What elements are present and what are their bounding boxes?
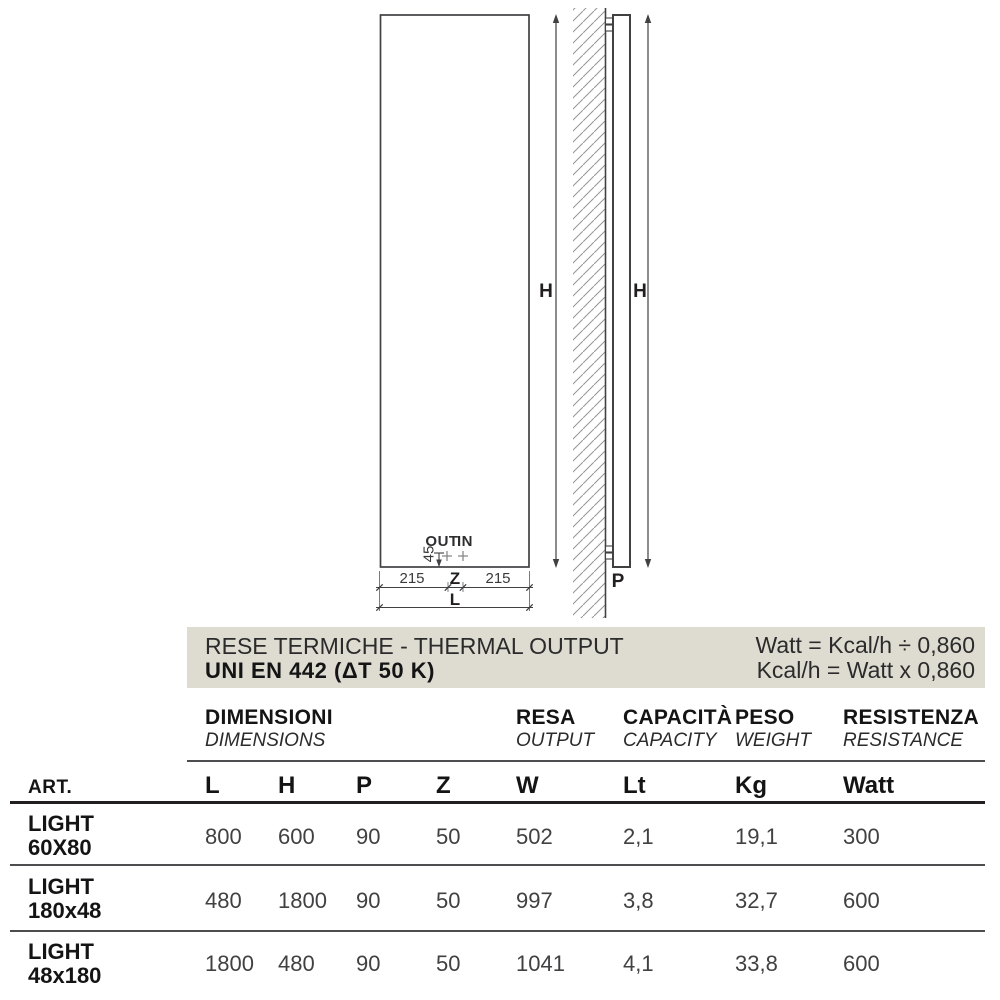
dim-label-215-left: 215 xyxy=(399,570,425,587)
cell-l: 800 xyxy=(205,824,242,849)
group-resistenza: RESISTENZA xyxy=(843,706,980,729)
row-art-name: LIGHT xyxy=(28,874,94,899)
header-rule-thick xyxy=(10,801,985,804)
cell-h: 480 xyxy=(278,951,315,976)
row-separator xyxy=(10,930,985,932)
banner-standard: UNI EN 442 (ΔT 50 K) xyxy=(205,658,435,683)
cell-lt: 2,1 xyxy=(623,824,654,849)
label-out: OUT xyxy=(425,533,459,550)
cell-p: 90 xyxy=(356,824,381,849)
row-art-size: 180x48 xyxy=(28,898,102,923)
cell-kg: 32,7 xyxy=(735,888,778,913)
front-panel-outline xyxy=(381,15,530,567)
group-dimensioni: DIMENSIONI xyxy=(205,706,333,729)
group-peso: PESO xyxy=(735,706,795,729)
group-output: OUTPUT xyxy=(516,730,595,751)
cell-watt: 600 xyxy=(843,951,880,976)
cell-w: 502 xyxy=(516,824,553,849)
row-art-name: LIGHT xyxy=(28,939,94,964)
group-header-rule xyxy=(187,760,985,762)
group-weight: WEIGHT xyxy=(735,730,811,751)
row-separator xyxy=(10,864,985,866)
cell-watt: 600 xyxy=(843,888,880,913)
side-bracket-bottom-a xyxy=(606,546,614,552)
dim-arrow xyxy=(645,14,651,23)
cell-z: 50 xyxy=(436,951,461,976)
cell-z: 50 xyxy=(436,824,461,849)
dim-label-h-front: H xyxy=(539,281,553,302)
col-z: Z xyxy=(436,772,451,799)
col-watt: Watt xyxy=(843,772,895,799)
group-capacity: CAPACITY xyxy=(623,730,717,751)
thermal-output-banner xyxy=(187,627,985,688)
dim-label-l: L xyxy=(449,590,461,609)
row-art-size: 48x180 xyxy=(28,963,102,988)
dim-label-z: Z xyxy=(449,569,461,588)
cell-lt: 4,1 xyxy=(623,951,654,976)
dim-label-p: P xyxy=(611,571,625,592)
col-art: ART. xyxy=(28,777,73,798)
group-resa: RESA xyxy=(516,706,576,729)
group-dimensions: DIMENSIONS xyxy=(205,730,326,751)
cell-l: 480 xyxy=(205,888,242,913)
dim-label-45: 45 xyxy=(420,545,438,563)
label-in: IN xyxy=(457,533,473,550)
cell-kg: 33,8 xyxy=(735,951,778,976)
dim-arrow xyxy=(645,559,651,568)
side-bracket-top-b xyxy=(606,25,614,31)
cell-kg: 19,1 xyxy=(735,824,778,849)
col-h: H xyxy=(278,772,296,799)
side-bracket-bottom-b xyxy=(606,553,614,559)
row-art-name: LIGHT xyxy=(28,811,94,836)
banner-title: RESE TERMICHE - THERMAL OUTPUT xyxy=(205,633,624,659)
cell-l: 1800 xyxy=(205,951,254,976)
col-lt: Lt xyxy=(623,772,646,799)
cell-h: 600 xyxy=(278,824,315,849)
group-capacita: CAPACITÀ xyxy=(623,706,733,729)
banner-formula-2: Kcal/h = Watt x 0,860 xyxy=(756,657,975,683)
cell-w: 1041 xyxy=(516,951,565,976)
col-l: L xyxy=(205,772,220,799)
cell-h: 1800 xyxy=(278,888,327,913)
row-art-size: 60X80 xyxy=(28,835,92,860)
banner-formula-1: Watt = Kcal/h ÷ 0,860 xyxy=(755,632,975,658)
group-resistance: RESISTANCE xyxy=(843,730,964,751)
cell-p: 90 xyxy=(356,888,381,913)
dim-arrow xyxy=(553,14,559,23)
cell-watt: 300 xyxy=(843,824,880,849)
dim-label-h-side: H xyxy=(633,281,647,302)
dim-label-215-right: 215 xyxy=(485,570,511,587)
col-w: W xyxy=(516,772,539,799)
wall-hatch xyxy=(573,8,605,618)
side-panel-outline xyxy=(613,15,630,567)
dim-arrow xyxy=(553,559,559,568)
col-kg: Kg xyxy=(735,772,767,799)
cell-lt: 3,8 xyxy=(623,888,654,913)
side-bracket-top-a xyxy=(606,18,614,24)
col-p: P xyxy=(356,772,373,799)
cell-z: 50 xyxy=(436,888,461,913)
cell-p: 90 xyxy=(356,951,381,976)
cell-w: 997 xyxy=(516,888,553,913)
